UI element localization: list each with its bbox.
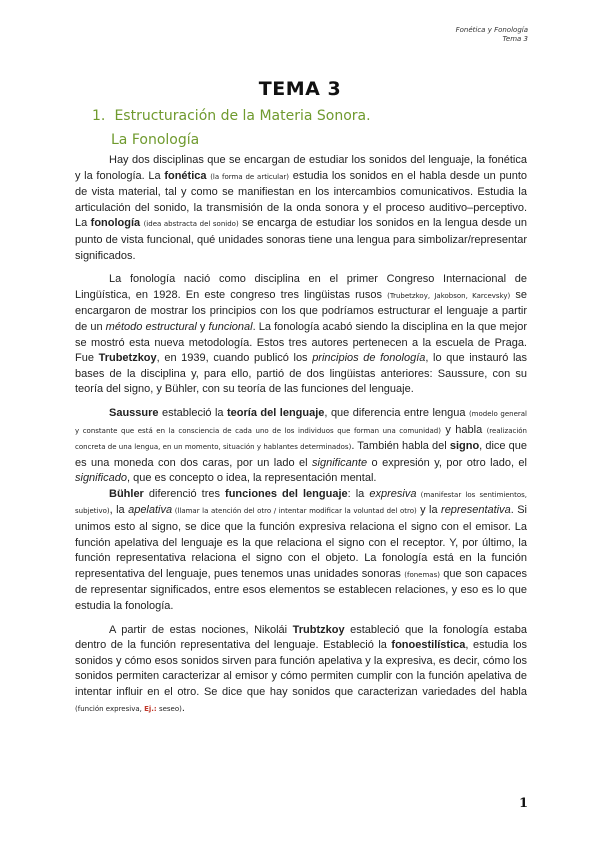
emphasis: significado bbox=[75, 472, 127, 485]
header-topic: Tema 3 bbox=[502, 35, 528, 43]
note: (llamar la atención del otro / intentar modificar la voluntad del otro) bbox=[172, 507, 417, 516]
text: . También habla del bbox=[351, 440, 450, 453]
name-saussure: Saussure bbox=[109, 406, 159, 419]
term: funciones del lenguaje bbox=[225, 487, 348, 500]
term: teoría del lenguaje bbox=[227, 406, 325, 419]
name-trubetzkoy: Trubetzkoy bbox=[98, 352, 157, 365]
text: y habla bbox=[440, 423, 487, 436]
body-text bbox=[75, 153, 527, 725]
note: (la forma de articular) bbox=[210, 172, 290, 181]
emphasis: significante bbox=[312, 456, 368, 469]
text: : la bbox=[347, 487, 370, 500]
text: . La fonología acabó siendo la disciplina en la que mejor se mostró esta nueva metodología. Estos tres autores pertenecen a la escuela de Praga. Fue bbox=[75, 320, 527, 365]
text: que son capaces de representar significados, entre esos elementos se establecen relaciones, y eso es lo que estudia la fonología. bbox=[75, 567, 527, 613]
term-fonetica: fonética bbox=[164, 169, 207, 182]
paragraph-4 bbox=[75, 487, 527, 615]
text: y la bbox=[416, 504, 442, 517]
text: o expresión y, por otro lado, el bbox=[367, 456, 527, 469]
text: , que es concepto o idea, la representación mental. bbox=[126, 472, 377, 485]
text: estableció que la fonología estaba dentro de la función representativa del lenguaje. Estableció la bbox=[75, 623, 527, 652]
text: y bbox=[196, 320, 209, 333]
emphasis: apelativa bbox=[128, 504, 173, 517]
text: , lo que instauró las bases de la disciplina y, para ello, partió de dos lingüistas anteriores: Saussure, con su teoría del signo, y Bühler, con su teoría de las funciones del lenguaje. bbox=[75, 352, 528, 396]
text: se encargaron de mostrar los principios con los que podríamos estructurar el lenguaje a partir de un bbox=[75, 288, 527, 333]
text: . Si unimos esto al signo, se dice que la función expresiva relaciona el signo con el emisor. La función apelativa del lenguaje es la que relaciona el signo con el receptor. Y, por último, la función representativa relaciona el signo con el objeto. La fonología está en la función representativa del lenguaje, pues tenemos unas unidades sonoras bbox=[75, 504, 527, 580]
emphasis: principios de fonología bbox=[312, 352, 426, 365]
text: , la bbox=[109, 504, 129, 517]
note: (idea abstracta del sonido) bbox=[143, 220, 239, 229]
text: diferenció tres bbox=[143, 487, 226, 500]
text: A partir de estas nociones, Nikolái bbox=[109, 623, 293, 636]
note: seseo) bbox=[156, 704, 182, 713]
paragraph-5 bbox=[75, 623, 527, 718]
text: , en 1939, cuando publicó los bbox=[156, 352, 313, 365]
term-fonologia: fonología bbox=[90, 217, 141, 230]
header-subject: Fonética y Fonología bbox=[455, 26, 528, 34]
emphasis: expresiva bbox=[369, 487, 417, 500]
text: estudia los sonidos en el habla desde un punto de vista material, tal y como se manifiestan en los intercambios comunicativos. Estudia la articulación del sonido, la transmisión de la onda sonora y el proceso auditivo–perceptivo. La bbox=[75, 169, 527, 230]
term: fonoestilística bbox=[391, 639, 466, 652]
page-number: 1 bbox=[518, 796, 528, 811]
note: (Trubetzkoy, Jakobson, Karcevsky) bbox=[387, 291, 511, 300]
text: , estudia los sonidos y cómo esos sonidos sirven para función apelativa y la expresiva, es decir, cómo los sonidos permiten caracterizar al emisor y cómo permiten cumplir con la función apelativa de intentar influir en el otro. Se dice que hay sonidos que caracterizan variedades del habla bbox=[75, 639, 528, 698]
text: se encarga de estudiar los sonidos en la lengua desde un punto de vista funcional, qué unidades sonoras tiene una lengua para simbolizar/representar significados. bbox=[75, 217, 527, 262]
text: Hay dos disciplinas que se encargan de estudiar los sonidos del lenguaje, la fonética y la fonología. La bbox=[75, 154, 527, 182]
note: (función expresiva, bbox=[75, 704, 145, 713]
subsection-heading: La Fonología bbox=[111, 132, 200, 148]
text: estableció la bbox=[158, 406, 228, 419]
emphasis: funcional bbox=[208, 320, 253, 333]
section-title: Estructuración de la Materia Sonora. bbox=[114, 108, 371, 124]
running-header bbox=[456, 26, 528, 44]
page-title: TEMA 3 bbox=[258, 78, 342, 100]
paragraph-2 bbox=[75, 272, 527, 398]
note: (realización concreta de una lengua, en un momento, situación y hablantes determinados) bbox=[75, 426, 527, 452]
term: signo bbox=[449, 440, 480, 453]
text: , dice que es una moneda con dos caras, por un lado el bbox=[75, 440, 527, 469]
section-heading bbox=[92, 108, 371, 124]
name-buhler: Bühler bbox=[109, 487, 144, 500]
emphasis: método estructural bbox=[105, 320, 197, 333]
note: (manifestar los sentimientos, subjetivo) bbox=[75, 490, 528, 516]
text: La fonología nació como disciplina en el primer Congreso Internacional de Lingüística, en 1928. En este congreso tres lingüistas rusos bbox=[75, 273, 527, 301]
text: , que diferencia entre lengua bbox=[324, 406, 469, 419]
section-number: 1. bbox=[92, 108, 106, 124]
example-label: Ej.: bbox=[144, 704, 157, 713]
name-trubtzkoy: Trubtzkoy bbox=[292, 623, 345, 636]
note: (fonemas) bbox=[404, 570, 440, 579]
text: . bbox=[181, 701, 185, 714]
paragraph-1 bbox=[75, 153, 527, 264]
paragraph-3 bbox=[75, 406, 527, 487]
emphasis: representativa bbox=[441, 504, 511, 517]
note: (modelo general y constante que está en la consciencia de cada uno de los individuos que forman una comunidad) bbox=[75, 409, 527, 435]
